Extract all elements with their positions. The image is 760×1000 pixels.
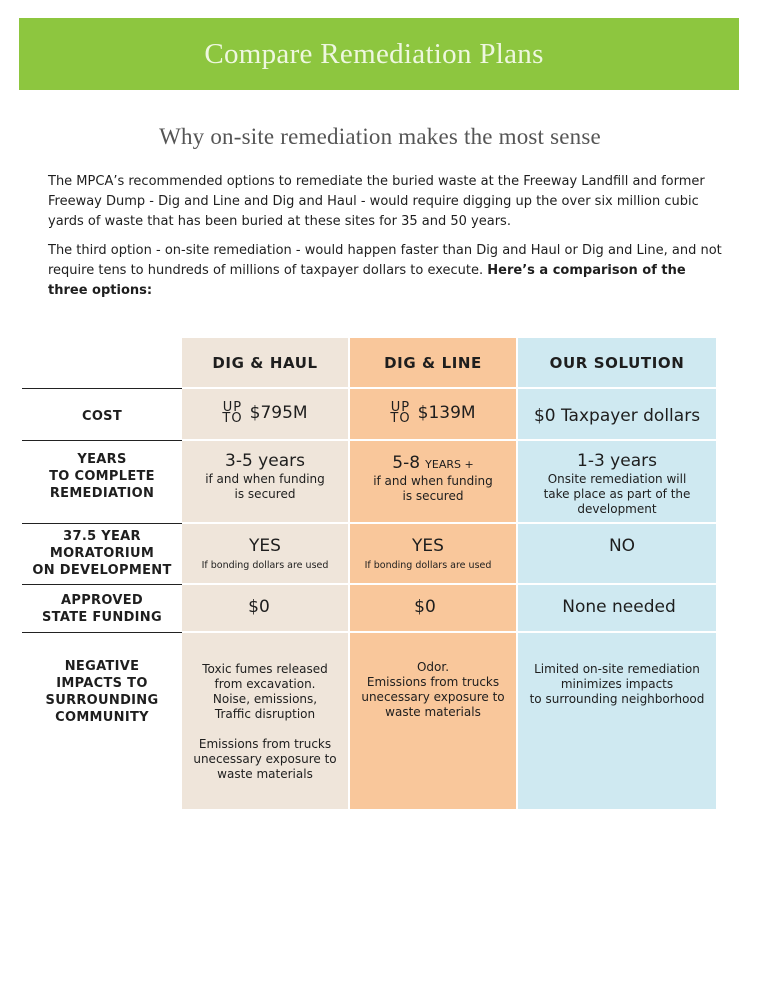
years-value: 3-5 years [225, 451, 305, 471]
funding-dig-and-haul: $0 [248, 597, 270, 617]
impacts-dig-and-haul: Toxic fumes released from excavation. Noise, emissions, Traffic disruption Emissions from trucks unecessary exposure to waste materials [193, 662, 337, 781]
title-banner [19, 18, 739, 90]
label-rule [22, 388, 182, 389]
row-label-years: YEARS TO COMPLETE REMEDIATION [49, 452, 155, 501]
intro-text [48, 172, 728, 310]
up-to-label: UP TO [222, 400, 243, 426]
label-rule [22, 632, 182, 633]
row-divider [182, 439, 716, 441]
cost-value: $139M [417, 403, 476, 423]
row-label-cost: COST [81, 409, 123, 424]
years-dig-and-line: 5-8 YEARS + if and when funding is secured [373, 453, 493, 503]
label-rule [22, 440, 182, 441]
funding-dig-and-line: $0 [414, 597, 436, 617]
header-our-solution: OUR SOLUTION [549, 354, 685, 372]
intro-paragraph-1: The MPCA’s recommended options to remediate the buried waste at the Freeway Landfill and former Freeway Dump - Dig and Line and Dig and Haul - would require digging up the over six million cubic yards of waste that has been buried at these sites for 35 and 50 years. [48, 174, 705, 229]
years-value: 1-3 years [577, 451, 657, 471]
years-value: 5-8 [392, 453, 421, 473]
intro-paragraph-2-bold: Here’s a comparison of the three options: [48, 263, 686, 298]
row-label-moratorium: 37.5 YEAR MORATORIUM ON DEVELOPMENT [32, 529, 172, 578]
page-title: Compare Remediation Plans [204, 37, 544, 70]
label-rule [22, 584, 182, 585]
row-label-impacts: NEGATIVE IMPACTS TO SURROUNDING COMMUNITY [45, 659, 159, 725]
intro-paragraph-2 [48, 241, 728, 301]
years-our-solution: 1-3 years Onsite remediation will take place as part of the development [518, 450, 716, 517]
row-label-funding: APPROVED STATE FUNDING [42, 593, 162, 625]
up-to-label: UP TO [390, 400, 411, 426]
cost-dig-and-haul [182, 402, 348, 424]
impacts-our-solution: Limited on-site remediation minimizes impacts to surrounding neighborhood [529, 662, 705, 706]
moratorium-dig-and-haul: YES If bonding dollars are used [201, 536, 329, 571]
years-dig-and-haul: 3-5 years if and when funding is secured [182, 450, 348, 502]
page-subtitle: Why on-site remediation makes the most sense [159, 124, 601, 149]
intro-paragraph-2-text: The third option - on-site remediation - would happen faster than Dig and Haul or Dig and Line, and not require tens to hundreds of millions of taxpayer dollars to execute. [48, 243, 722, 278]
row-divider [182, 522, 716, 524]
cost-dig-and-line [350, 402, 516, 424]
header-dig-and-line: DIG & LINE [384, 354, 482, 372]
cost-our-solution: $0 Taxpayer dollars [533, 406, 701, 426]
impacts-dig-and-line: Odor. Emissions from trucks unecessary exposure to waste materials [361, 660, 505, 719]
cost-value: $795M [249, 403, 308, 423]
moratorium-our-solution: NO [608, 536, 636, 556]
row-divider [182, 583, 716, 585]
header-dig-and-haul: DIG & HAUL [212, 354, 318, 372]
funding-our-solution: None needed [562, 597, 676, 617]
row-divider [182, 631, 716, 633]
moratorium-dig-and-line: YES If bonding dollars are used [364, 536, 492, 571]
label-rule [22, 523, 182, 524]
